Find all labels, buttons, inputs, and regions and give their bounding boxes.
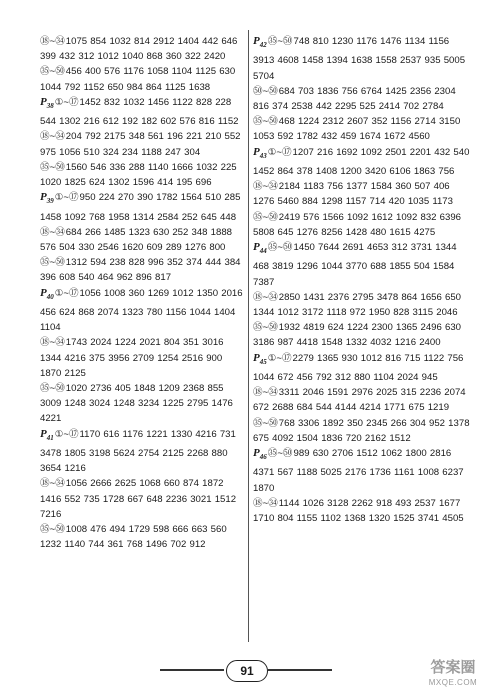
answer-block <box>40 95 246 130</box>
watermark <box>410 660 496 690</box>
question-range: ㉟~㊿ <box>253 211 278 223</box>
page-tag-number: 44 <box>259 247 267 256</box>
question-range: ㉟~㊿ <box>253 116 278 128</box>
page-number-rule-left <box>160 669 224 671</box>
answer-numbers: 1075 854 1032 814 2912 1404 442 646 399 432 312 1012 1040 868 360 322 2420 <box>40 36 238 63</box>
question-range: ⑱~㉞ <box>40 36 65 47</box>
answer-block <box>40 190 246 225</box>
page-tag: $P_{45}$ <box>253 351 267 366</box>
answer-numbers: 2419 576 1566 1092 1612 1092 832 6396 5808 645 1276 8256 1428 480 1615 4275 <box>253 211 462 238</box>
answer-block <box>40 255 246 285</box>
page-number-rule-right <box>268 669 332 671</box>
page-tag: $P_{46}$ <box>253 447 267 462</box>
answer-block <box>40 64 246 94</box>
page-tag-number: 46 <box>259 453 267 462</box>
answer-numbers: 950 224 270 390 1782 1564 510 285 1458 1092 768 1958 1314 2584 252 645 448 <box>40 192 241 223</box>
answer-numbers: 1207 216 1692 1092 2501 2201 432 540 1452 864 378 1408 1200 3420 6106 1863 756 <box>253 146 470 177</box>
page-tag: $P_{38}$ <box>40 95 54 110</box>
answer-block <box>253 84 473 114</box>
answer-numbers: 2184 1183 756 1377 1584 360 507 406 1276 5460 884 1298 1157 714 420 1035 1173 <box>253 181 453 208</box>
answer-block <box>253 416 473 446</box>
answer-block <box>253 290 473 320</box>
answer-block <box>40 476 246 522</box>
answer-block <box>253 320 473 350</box>
page-tag-number: 38 <box>46 102 54 110</box>
answer-numbers: 1008 476 494 1729 598 666 663 560 1232 1140 744 361 768 1496 702 912 <box>40 524 227 551</box>
question-range: ⑱~㉞ <box>253 387 278 399</box>
answer-numbers: 1056 1008 360 1269 1012 1350 2016 456 624 868 2074 1323 780 1156 1044 1404 1104 <box>40 287 243 334</box>
watermark-url: MXQE.COM <box>428 678 478 687</box>
watermark-title: 答案圈 <box>430 659 476 676</box>
question-range: ⑱~㉞ <box>40 337 65 349</box>
answer-block <box>253 351 473 386</box>
answer-numbers: 3311 2046 1591 2976 2025 315 2236 2074 672 2688 684 544 4144 4214 1771 675 1219 <box>253 387 466 414</box>
page-tag: $P_{39}$ <box>40 191 54 206</box>
answer-block <box>40 129 246 159</box>
question-range: ①~⑰ <box>267 352 292 364</box>
answer-block <box>40 381 246 427</box>
answer-numbers: 684 266 1485 1323 630 252 348 1888 576 504 330 2546 1620 609 289 1276 800 <box>40 226 233 254</box>
answer-block <box>253 145 473 180</box>
question-range: ㉟~㊿ <box>267 448 293 460</box>
question-range: ⑱~㉞ <box>253 497 278 509</box>
answer-numbers: 204 792 2175 348 561 196 221 210 552 975 1056 510 324 234 1188 247 304 <box>40 131 241 158</box>
question-range: ⑱~㉞ <box>40 226 65 238</box>
answer-block <box>40 427 246 477</box>
answer-block <box>253 496 473 526</box>
answer-numbers: 468 1224 2312 2607 352 1156 2714 3150 1053 592 1782 432 459 1674 1672 4560 <box>253 116 461 143</box>
answer-numbers: 1020 2736 405 1848 1209 2368 855 3009 1248 3024 1248 3234 1225 2795 1476 4221 <box>40 383 233 425</box>
question-range: ⑱~㉞ <box>40 131 65 143</box>
page-tag-number: 41 <box>46 433 54 442</box>
answer-block <box>253 240 473 290</box>
answer-numbers: 1932 4819 624 1224 2300 1365 2496 630 3186 987 4418 1548 1332 4032 1216 2400 <box>253 322 462 349</box>
page-tag: $P_{42}$ <box>253 35 267 50</box>
answer-numbers: 2279 1365 930 1012 816 715 1122 756 1044 672 456 792 312 880 1104 2024 945 <box>253 352 464 384</box>
page-tag-number: 43 <box>259 151 267 160</box>
answer-block <box>40 160 246 190</box>
answer-numbers: 1560 546 336 288 1140 1666 1032 225 1020 1825 624 1302 1596 414 195 696 <box>40 161 237 189</box>
question-range: ㉟~㊿ <box>40 66 65 78</box>
page-number: 91 <box>226 660 268 682</box>
answer-numbers: 768 3306 1892 350 2345 266 304 952 1378 675 4092 1504 1836 720 2162 1512 <box>253 417 470 444</box>
answer-block <box>253 210 473 240</box>
column-divider <box>248 30 249 642</box>
question-range: ⑱~㉞ <box>253 181 278 193</box>
question-range: ㉟~㊿ <box>267 242 293 254</box>
page-tag-number: 40 <box>46 292 54 301</box>
answer-block <box>253 385 473 415</box>
answer-numbers: 748 810 1230 1176 1476 1134 1156 3913 4608 1458 1394 1638 1558 2537 935 5005 5704 <box>253 36 466 82</box>
answer-numbers: 1452 832 1032 1456 1122 828 228 544 1302 216 612 192 182 602 576 816 1152 <box>40 96 239 128</box>
page-tag: $P_{41}$ <box>40 427 54 442</box>
page-tag: $P_{44}$ <box>253 241 267 256</box>
question-range: ㉟~㊿ <box>40 524 65 536</box>
question-range: ①~⑰ <box>54 192 79 204</box>
question-range: ㉟~㊿ <box>253 417 278 429</box>
question-range: ㉟~㊿ <box>40 383 65 395</box>
left-column <box>40 34 246 552</box>
answer-block <box>40 522 246 552</box>
page-tag: $P_{40}$ <box>40 286 54 301</box>
right-column <box>253 34 473 526</box>
answer-block <box>40 286 246 336</box>
question-range: ㊿~㊿ <box>253 85 278 97</box>
question-range: ①~⑰ <box>267 146 292 158</box>
answer-numbers: 456 400 576 1176 1058 1104 1125 630 1044 792 1152 650 984 864 1125 1638 <box>40 66 236 93</box>
page-tag-number: 45 <box>259 357 267 366</box>
page-tag-number: 39 <box>46 197 54 206</box>
answer-numbers: 684 703 1836 756 6764 1425 2356 2304 816 374 2538 442 2295 525 2414 702 2784 <box>253 85 456 112</box>
answer-numbers: 1056 2666 2625 1068 660 874 1872 1416 552 735 1728 667 648 2236 3021 1512 7216 <box>40 478 237 520</box>
answer-block <box>253 34 473 84</box>
answer-numbers: 989 630 2706 1512 1062 1800 2816 4371 567 1188 5025 2176 1736 1161 1008 6237 1870 <box>253 448 464 494</box>
question-range: ①~⑰ <box>54 96 79 108</box>
question-range: ㉟~㊿ <box>253 322 278 334</box>
question-range: ⑱~㉞ <box>40 478 65 490</box>
answer-block <box>40 225 246 255</box>
question-range: ㉟~㊿ <box>40 161 65 173</box>
answer-block <box>253 114 473 144</box>
answer-block <box>253 179 473 209</box>
question-range: ㉟~㊿ <box>40 257 65 269</box>
answer-numbers: 1170 616 1176 1221 1330 4216 731 3478 1805 3198 5624 2754 2125 2268 880 3654 1216 <box>40 428 236 475</box>
question-range: ㉟~㊿ <box>267 36 293 47</box>
page-tag: $P_{43}$ <box>253 145 267 160</box>
answer-numbers: 1312 594 238 828 996 352 374 444 384 396 608 540 464 962 896 817 <box>40 257 241 284</box>
answer-numbers: 1144 1026 3128 2262 918 493 2537 1677 1710 804 1155 1102 1368 1320 1525 3741 4505 <box>253 497 464 525</box>
answer-block <box>40 34 246 64</box>
question-range: ①~⑰ <box>54 428 79 440</box>
page-tag-number: 42 <box>259 41 267 50</box>
answer-block <box>253 446 473 496</box>
answer-numbers: 1743 2024 1224 2021 804 351 3016 1344 4216 375 3956 2709 1254 2516 900 1870 2125 <box>40 337 224 379</box>
answer-numbers: 1450 7644 2691 4653 312 3731 1344 468 3819 1296 1044 3770 688 1855 504 1584 7387 <box>253 242 457 288</box>
answer-block <box>40 335 246 381</box>
question-range: ⑱~㉞ <box>253 291 278 303</box>
answer-numbers: 2850 1431 2376 2795 3478 864 1656 650 1344 1012 3172 1118 972 1950 828 3115 2046 <box>253 291 462 319</box>
question-range: ①~⑰ <box>54 287 79 299</box>
